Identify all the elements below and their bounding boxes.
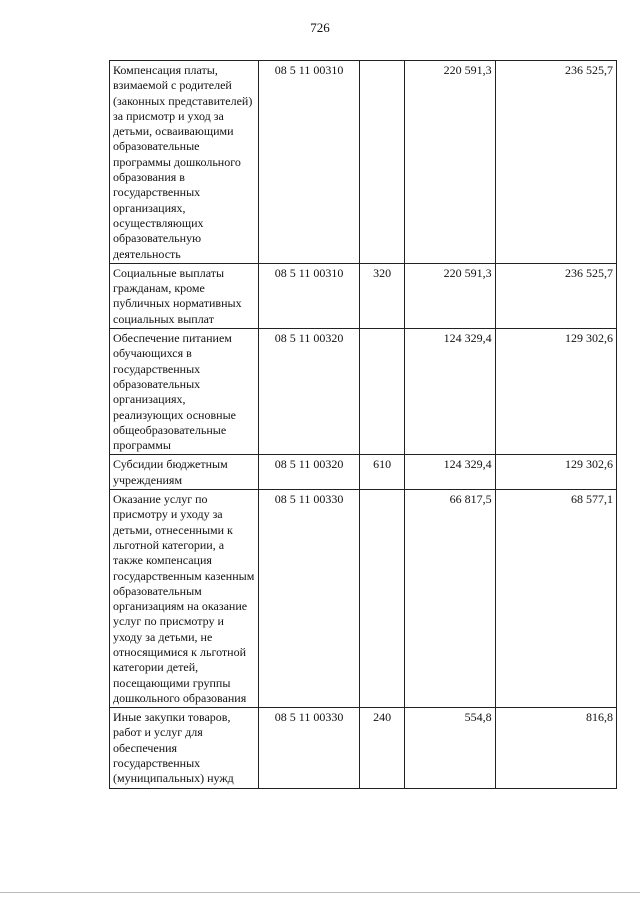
amount-year1-cell: 124 329,4 [405, 329, 495, 455]
expense-type-cell: 610 [359, 455, 405, 490]
amount-year1-cell: 554,8 [405, 708, 495, 788]
amount-year1-cell: 220 591,3 [405, 263, 495, 328]
page-bottom-divider [0, 892, 640, 893]
amount-year1-cell: 124 329,4 [405, 455, 495, 490]
amount-year1-cell: 220 591,3 [405, 61, 495, 264]
target-code-cell: 08 5 11 00330 [259, 708, 360, 788]
expense-name-cell: Компенсация платы, взимаемой с родителей (законных представителей) за присмотр и уход за детьми, осваивающими образовательные программы дошкольного образования в государственных организациях, осуществляющих образовательную деятельность [110, 61, 259, 264]
amount-year2-cell: 236 525,7 [495, 263, 616, 328]
target-code-cell: 08 5 11 00320 [259, 329, 360, 455]
target-code-cell: 08 5 11 00310 [259, 61, 360, 264]
table-row [110, 708, 617, 788]
amount-year1-cell: 66 817,5 [405, 490, 495, 708]
table-row [110, 490, 617, 708]
table-row [110, 329, 617, 455]
target-code-cell: 08 5 11 00320 [259, 455, 360, 490]
budget-table [109, 60, 617, 789]
amount-year2-cell: 816,8 [495, 708, 616, 788]
amount-year2-cell: 129 302,6 [495, 455, 616, 490]
table-row [110, 61, 617, 264]
expense-name-cell: Иные закупки товаров, работ и услуг для обеспечения государственных (муниципальных) нужд [110, 708, 259, 788]
table-row [110, 455, 617, 490]
table-row [110, 263, 617, 328]
expense-name-cell: Обеспечение питанием обучающихся в государственных образовательных организациях, реализующих основные общеобразовательные программы [110, 329, 259, 455]
target-code-cell: 08 5 11 00330 [259, 490, 360, 708]
expense-name-cell: Оказание услуг по присмотру и уходу за детьми, отнесенными к льготной категории, а также компенсация государственным казенным образовательным организациям на оказание услуг по присмотру и уходу за детьми, не относящимися к льготной категории детей, посещающими группы дошкольного образования [110, 490, 259, 708]
expense-type-cell: 240 [359, 708, 405, 788]
amount-year2-cell: 236 525,7 [495, 61, 616, 264]
expense-type-cell [359, 329, 405, 455]
expense-name-cell: Социальные выплаты гражданам, кроме публичных нормативных социальных выплат [110, 263, 259, 328]
expense-type-cell [359, 61, 405, 264]
expense-type-cell [359, 490, 405, 708]
target-code-cell: 08 5 11 00310 [259, 263, 360, 328]
amount-year2-cell: 68 577,1 [495, 490, 616, 708]
expense-name-cell: Субсидии бюджетным учреждениям [110, 455, 259, 490]
expense-type-cell: 320 [359, 263, 405, 328]
page-number: 726 [310, 20, 330, 35]
amount-year2-cell: 129 302,6 [495, 329, 616, 455]
